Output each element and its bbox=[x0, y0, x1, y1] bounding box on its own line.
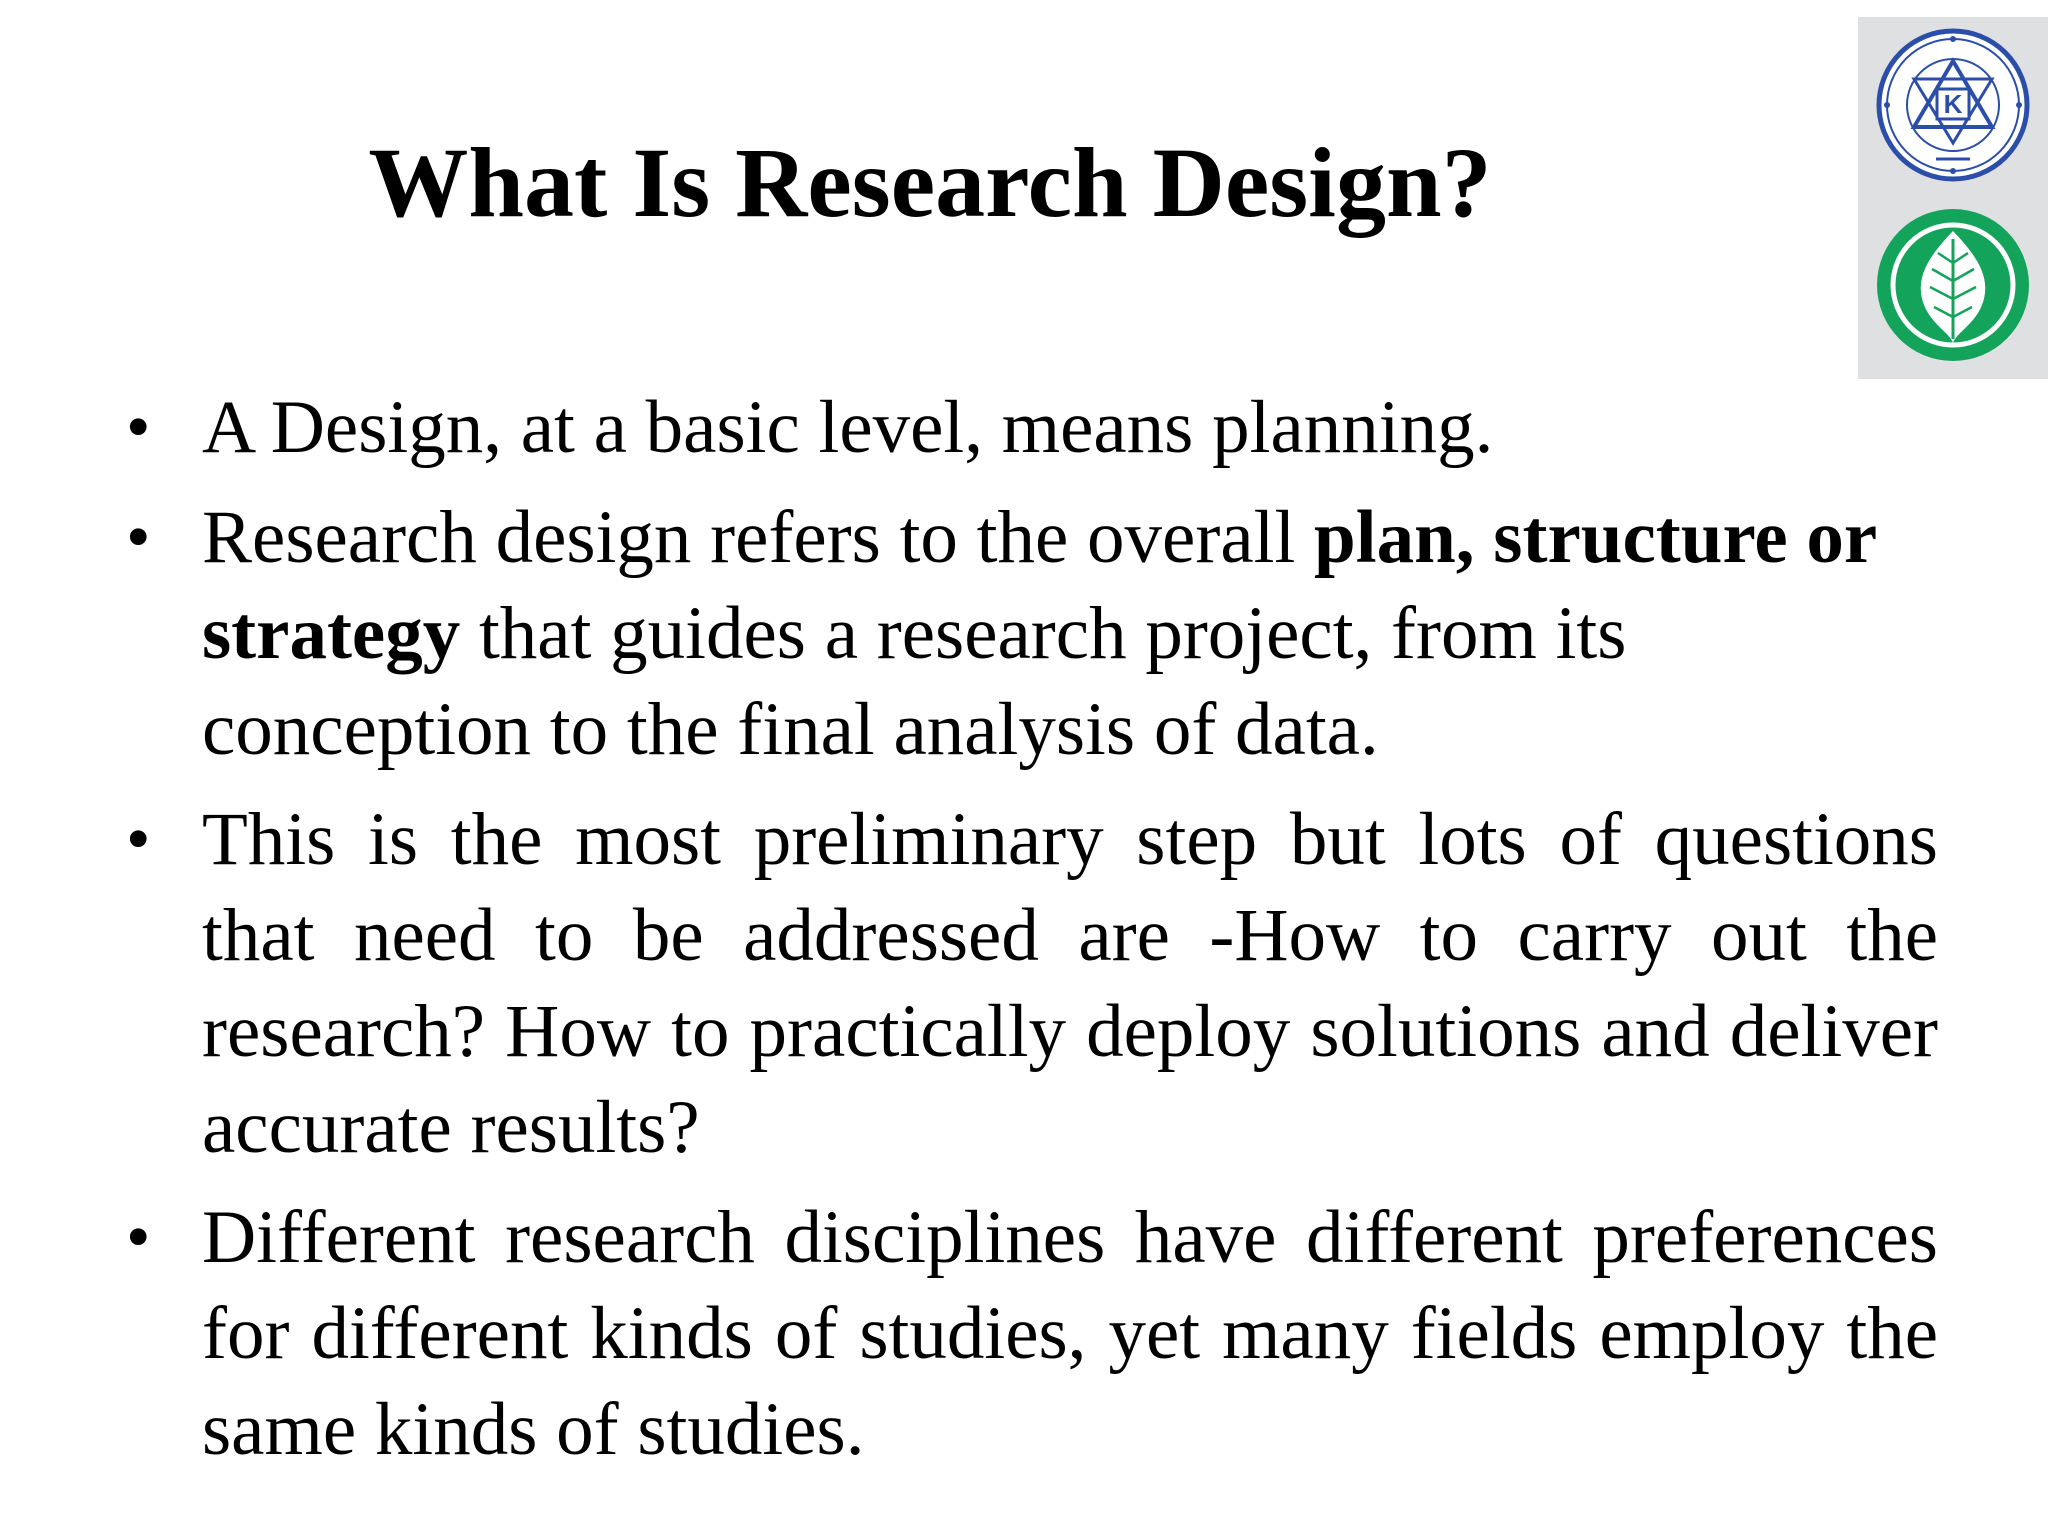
bullet-text-post: that guides a research project, from its conception to the final analysis of data. bbox=[202, 592, 1627, 771]
bullet-item-3 bbox=[120, 792, 1938, 1176]
bullet-marker: • bbox=[126, 801, 151, 878]
slide-title: What Is Research Design? bbox=[368, 127, 1492, 238]
bullet-item-1 bbox=[120, 380, 1938, 476]
bullet-text-pre: Research design refers to the overall bbox=[202, 496, 1315, 579]
bullet-text: Different research disciplines have different preferences for different kinds of studies, yet many fields employ the same kinds of studies. bbox=[202, 1196, 1938, 1471]
bullet-text: A Design, at a basic level, means planning. bbox=[202, 386, 1494, 469]
university-seal-icon bbox=[1879, 31, 2027, 179]
bullet-item-4 bbox=[120, 1190, 1938, 1478]
logos-graphic bbox=[1858, 17, 2048, 379]
bullet-marker: • bbox=[126, 1199, 151, 1276]
bullet-text-bold: plan, structure or strategy bbox=[202, 496, 1876, 675]
leaf-logo-icon bbox=[1877, 209, 2029, 361]
bullet-marker: • bbox=[126, 389, 151, 466]
bullet-list bbox=[120, 380, 1938, 1492]
seal-letter: K bbox=[1943, 89, 1963, 119]
bullet-marker: • bbox=[126, 499, 151, 576]
bullet-text: This is the most preliminary step but lots of questions that need to be addressed are -How to carry out the research? How to practically deploy solutions and deliver accurate results? bbox=[202, 798, 1938, 1169]
logo-panel bbox=[1858, 17, 2048, 379]
bullet-item-2 bbox=[120, 490, 1938, 778]
